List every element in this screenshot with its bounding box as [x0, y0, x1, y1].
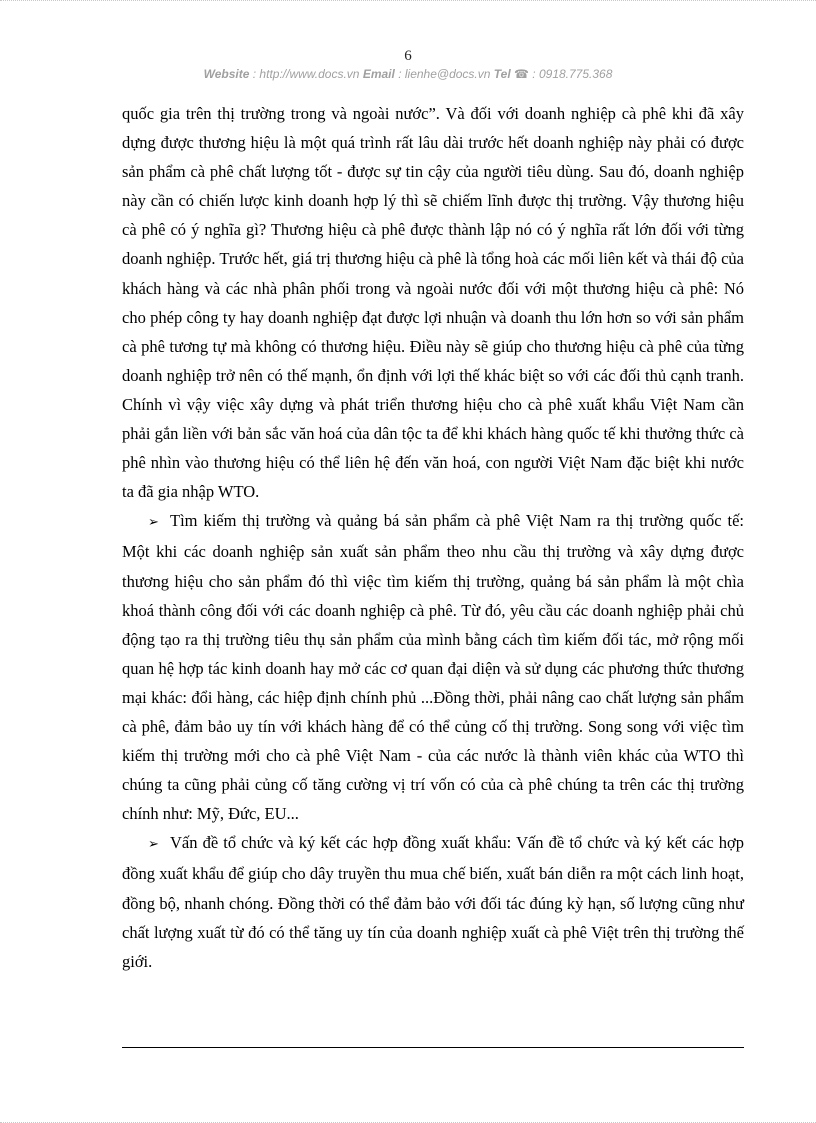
email-value[interactable]: : lienhe@docs.vn	[398, 67, 491, 81]
email-label: Email	[362, 67, 395, 81]
website-label: Website	[203, 67, 250, 81]
footer-divider	[122, 1047, 744, 1048]
tel-value: ☎ : 0918.775.368	[514, 67, 613, 81]
page-number: 6	[404, 48, 412, 64]
document-body	[122, 99, 744, 976]
website-value[interactable]: : http://www.docs.vn	[252, 67, 360, 81]
bullet-paragraph-market-search	[122, 506, 744, 828]
paragraph-contracts: Vấn đề tổ chức và ký kết các hợp đồng xuất khẩu: Vấn đề tổ chức và ký kết các hợp đồng xuất khẩu để giúp cho dây truyền thu mua chế biến, xuất bán diễn ra một cách linh hoạt, đồng bộ, nhanh chóng. Đồng thời có thể đảm bảo với đối tác đúng kỳ hạn, số lượng cũng như chất lượng xuất từ đó có thể tăng uy tín của doanh nghiệp xuất cà phê Việt trên thị trường thế giới.	[122, 833, 744, 971]
tel-label: Tel	[493, 67, 511, 81]
bullet-paragraph-contracts	[122, 828, 744, 975]
paragraph-market-search: Tìm kiếm thị trường và quảng bá sản phẩm cà phê Việt Nam ra thị trường quốc tế: Một khi các doanh nghiệp sản xuất sản phẩm theo nhu cầu thị trường và xây dựng được thương hiệu cho sản phẩm đó thì việc tìm kiếm thị trường, quảng bá sản phẩm là một chìa khoá thành công đối với các doanh nghiệp cà phê. Từ đó, yêu cầu các doanh nghiệp phải chủ động tạo ra thị trường tiêu thụ sản phẩm của mình bằng cách tìm kiếm đối tác, mở rộng mối quan hệ hợp tác kinh doanh hay mở các cơ quan đại diện và sử dụng các phương thức thương mại khác: đổi hàng, các hiệp định chính phủ ...Đồng thời, phải nâng cao chất lượng sản phẩm cà phê, đảm bảo uy tín với khách hàng để có thể củng cố thị trường. Song song với việc tìm kiếm thị trường mới cho cà phê Việt Nam - của các nước là thành viên khác của WTO thì chúng ta cũng phải củng cố tăng cường vị trí vốn có của cà phê chúng ta trên các thị trường chính như: Mỹ, Đức, EU...	[122, 511, 744, 824]
paragraph-brand-value: quốc gia trên thị trường trong và ngoài nước”. Và đối với doanh nghiệp cà phê khi đã xây dựng được thương hiệu là một quá trình rất lâu dài trước hết doanh nghiệp này phải có được sản phẩm cà phê chất lượng tốt - được sự tin cậy của người tiêu dùng. Sau đó, doanh nghiệp này cần có chiến lược kinh doanh hợp lý thì sẽ chiếm lĩnh được thị trường. Vậy thương hiệu cà phê có ý nghĩa gì? Thương hiệu cà phê được thành lập nó có ý nghĩa rất lớn đối với từng doanh nghiệp. Trước hết, giá trị thương hiệu cà phê là tổng hoà các mối liên kết và thái độ của khách hàng và các nhà phân phối trong và ngoài nước đối với một thương hiệu cà phê: Nó cho phép công ty hay doanh nghiệp đạt được lợi nhuận và doanh thu lớn hơn so với sản phẩm cà phê tương tự mà không có thương hiệu. Điều này sẽ giúp cho thương hiệu cà phê của từng doanh nghiệp trở nên có thế mạnh, ổn định với lợi thế khác biệt so với các đối thủ cạnh tranh. Chính vì vậy việc xây dựng và phát triển thương hiệu cho cà phê xuất khẩu Việt Nam cần phải gắn liền với bản sắc văn hoá của dân tộc ta để khi khách hàng quốc tế khi thưởng thức cà phê nhìn vào thương hiệu có thể liên hệ đến văn hoá, con người Việt Nam đặc biệt khi nước ta đã gia nhập WTO.	[122, 104, 744, 502]
page-header	[0, 67, 816, 81]
arrow-bullet-icon: ➢	[148, 515, 159, 531]
arrow-bullet-icon: ➢	[148, 837, 159, 853]
